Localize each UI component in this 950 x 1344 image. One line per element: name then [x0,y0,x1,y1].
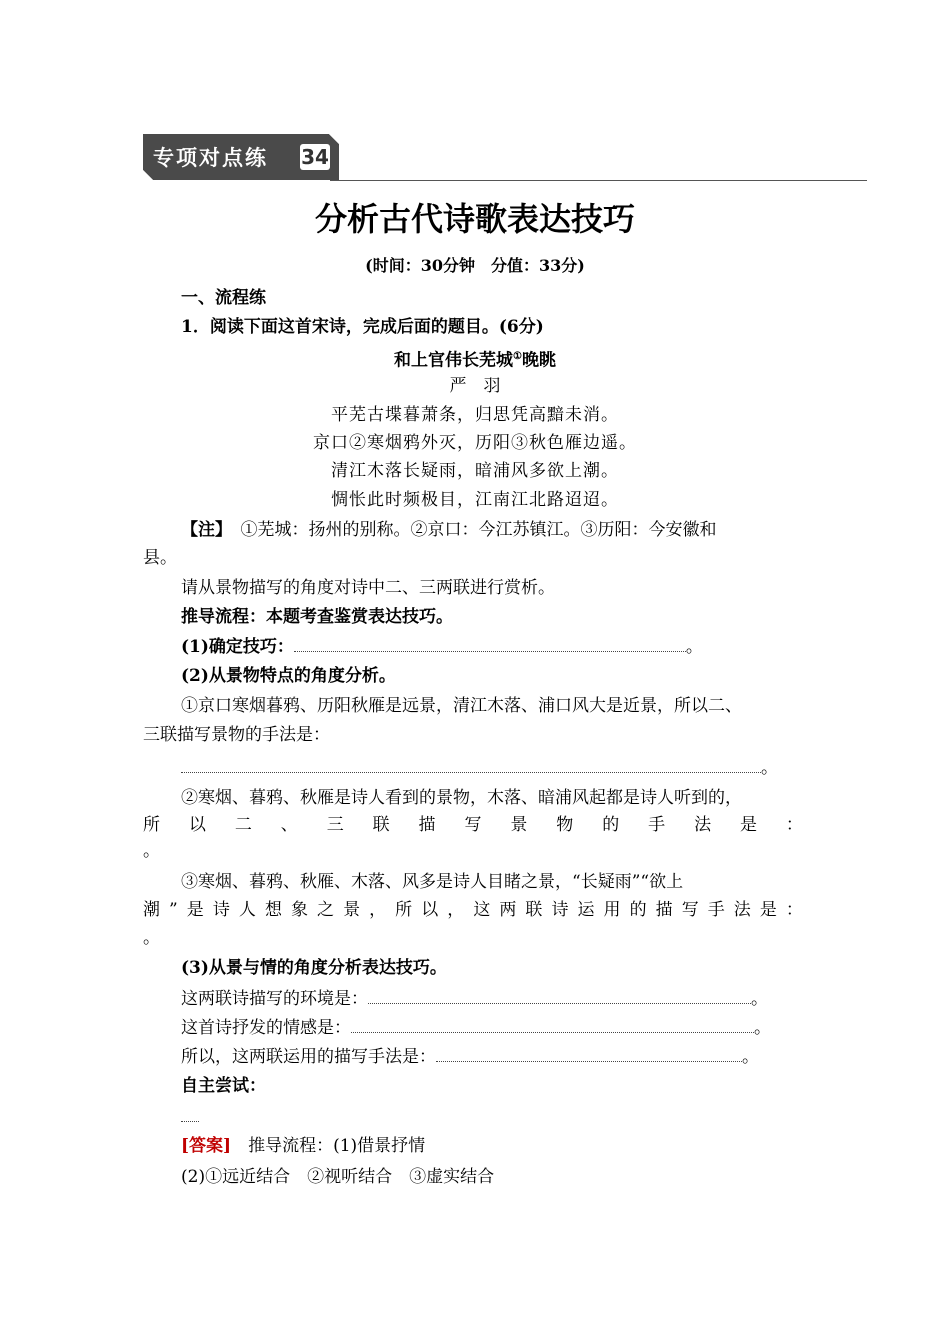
period: 。 [754,1018,771,1038]
poem-title-sup: ① [513,351,522,362]
self-try-label: 自主尝试： [181,1076,266,1096]
answer-text: 推导流程：(1)借景抒情 [231,1136,426,1156]
period: 。 [742,1047,759,1067]
step-1 [181,633,703,660]
step-3-b [181,1014,771,1041]
justified-char: 之 [317,900,335,920]
step-3-a-label: 这两联诗描写的环境是： [181,989,368,1009]
justified-char: 三 [326,815,344,835]
justified-char: 潮 [143,900,160,920]
step-3-heading: (3)从景与情的角度分析表达技巧。 [181,958,447,978]
justified-char: 想 [264,900,282,920]
justified-char: 两 [499,900,517,920]
answer-blank[interactable] [181,1107,199,1122]
question-prompt: 请从景物描写的角度对诗中二、三两联进行赏析。 [181,578,555,598]
justified-char: 的 [629,900,647,920]
justified-char: 人 [238,900,256,920]
justified-char: ” [169,900,178,920]
banner-number: 34 [301,145,329,169]
answer-line-2: (2)①远近结合 ②视听结合 ③虚实结合 [181,1167,495,1187]
justified-char: 用 [603,900,621,920]
justified-char: 联 [372,815,390,835]
justified-char: 手 [648,815,666,835]
step-3-c [181,1043,759,1070]
justified-char: 写 [681,900,699,920]
answer-blank[interactable] [368,985,751,1004]
question-1-text: 1．阅读下面这首宋诗，完成后面的题目。(6分) [181,317,544,337]
note-continuation: 县。 [143,548,177,568]
justified-char: 描 [418,815,436,835]
step-2-a-blank-line [181,754,778,781]
justified-char: 二 [234,815,252,835]
period: 。 [761,758,778,778]
header-rule [330,180,867,181]
step-2-c-blank-line [143,925,160,951]
justified-char: 手 [707,900,725,920]
period: 。 [143,928,160,948]
poem-note [181,517,717,543]
self-try-blank-line [181,1104,199,1130]
justified-char: 景 [343,900,361,920]
justified-char: 的 [602,815,620,835]
page-title: 分析古代诗歌表达技巧 [314,200,635,238]
note-text: ①芜城：扬州的别称。②京口：今江苏镇江。③历阳：今安徽和 [223,520,717,540]
justified-char: 诗 [551,900,569,920]
poem-title-pre: 和上官伟长芜城 [394,350,514,371]
poem-line: 平芜古堞暮萧条，归思凭高黯未消。 [331,405,619,425]
page-subtitle: (时间：30分钟 分值：33分) [365,256,585,275]
justified-char: 以 [188,815,206,835]
step-2-b-line1: ②寒烟、暮鸦、秋雁是诗人看到的景物，木落、暗浦风起都是诗人听到的， [181,788,742,808]
justified-char: 、 [280,815,298,835]
answer-blank[interactable] [351,1014,754,1033]
step-2-c-line1: ③寒烟、暮鸦、秋雁、木落、风多是诗人目睹之景，“长疑雨”“欲上 [181,872,684,892]
poem-author: 严 羽 [449,376,501,396]
justified-char: 以 [421,900,439,920]
answer-label: [答案] [181,1136,232,1156]
justified-char: 联 [525,900,543,920]
justified-char: ： [785,815,803,835]
answer-blank[interactable] [294,633,686,652]
step-2-a-line2: 三联描写景物的手法是： [143,725,330,745]
justified-char: 法 [694,815,712,835]
note-label: 【注】 [181,520,224,540]
poem-line: 清江木落长疑雨，暗浦风多欲上潮。 [331,461,619,481]
poem-line: 京口②寒烟鸦外灭，历阳③秋色雁边遥。 [313,433,637,453]
poem-title [0,344,950,374]
section-banner [143,134,339,180]
section-heading: 一、流程练 [181,288,266,308]
justified-char: 是 [739,815,757,835]
step-1-label: (1)确定技巧： [181,637,294,657]
justified-char: 是 [759,900,777,920]
justified-char: ， [369,900,387,920]
justified-char: 象 [290,900,308,920]
step-3-b-label: 这首诗抒发的情感是： [181,1018,351,1038]
justified-char: 景 [510,815,528,835]
period: 。 [751,989,768,1009]
justified-char: 描 [655,900,673,920]
step-2-b-blank-line [143,838,160,864]
poem-line: 惆怅此时频极目，江南江北路迢迢。 [331,490,619,510]
step-2-heading: (2)从景物特点的角度分析。 [181,666,396,686]
justified-char: 写 [464,815,482,835]
justified-char: ， [447,900,465,920]
justified-char: 诗 [212,900,230,920]
justified-char: 法 [733,900,751,920]
period: 。 [685,637,703,657]
answer-blank[interactable] [436,1043,742,1062]
poem-title-post: 晚眺 [521,350,556,371]
step-3-c-label: 所以，这两联运用的描写手法是： [181,1047,436,1067]
question-1 [181,314,544,340]
justified-char: 是 [186,900,204,920]
step-2-b-line2 [143,812,803,838]
step-3-a [181,985,768,1012]
justified-char: ： [785,900,803,920]
justified-char: 运 [577,900,595,920]
flow-intro: 推导流程：本题考查鉴赏表达技巧。 [181,607,453,627]
answer-line-1 [181,1133,425,1159]
period: 。 [143,841,160,861]
answer-blank[interactable] [181,754,761,773]
banner-label: 专项对点练 [153,146,268,170]
justified-char: 物 [556,815,574,835]
justified-char: 所 [395,900,413,920]
step-2-a-line1: ①京口寒烟暮鸦、历阳秋雁是远景，清江木落、浦口风大是近景，所以二、 [181,696,742,716]
step-2-c-line2 [143,897,803,923]
justified-char: 这 [473,900,491,920]
justified-char: 所 [143,815,160,835]
